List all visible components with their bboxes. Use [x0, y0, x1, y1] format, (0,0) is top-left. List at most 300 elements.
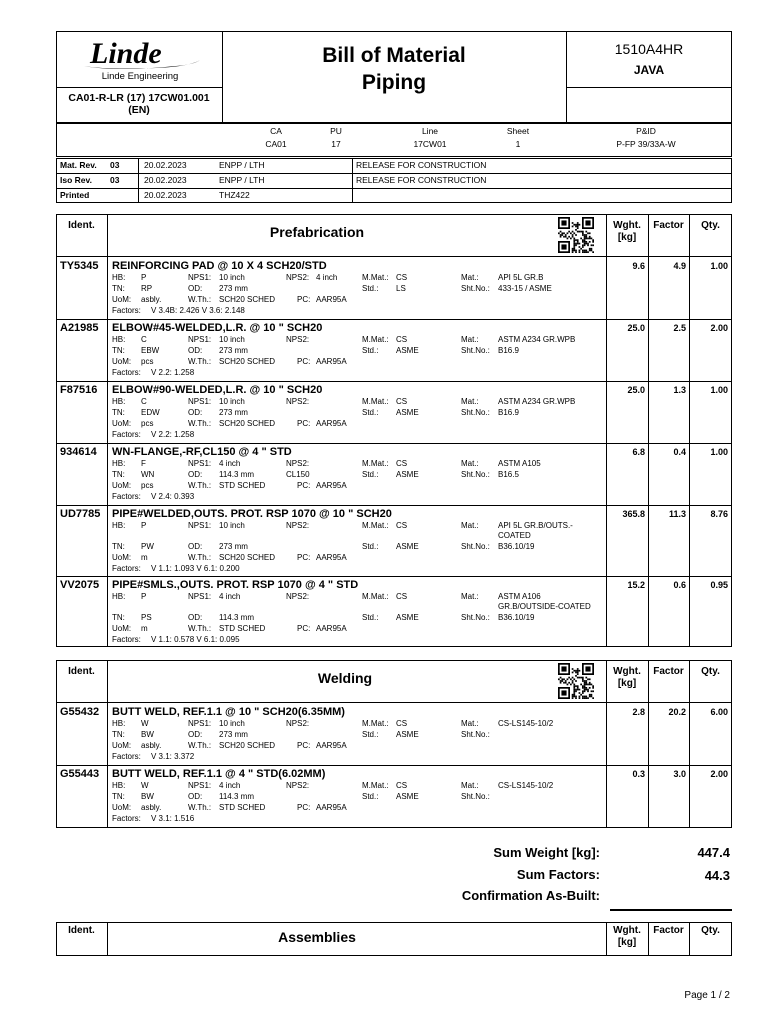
uom-value: pcs	[141, 481, 154, 490]
revision-text: RELEASE FOR CONSTRUCTION	[356, 175, 487, 185]
project-name: JAVA	[633, 63, 665, 77]
item-factor: 20.2	[668, 707, 686, 717]
item-ident: 934614	[60, 446, 97, 458]
row-divider	[56, 381, 732, 382]
divider	[56, 87, 222, 88]
wth-label: W.Th.:	[188, 357, 212, 366]
std-value: ASME	[396, 346, 419, 355]
item-ident: F87516	[60, 384, 98, 396]
meta-value: P-FP 39/33A-W	[616, 139, 676, 149]
item-qty: 8.76	[710, 509, 728, 519]
uom-label: UoM:	[112, 419, 132, 428]
revision-date: 20.02.2023	[144, 190, 187, 200]
revision-rev: 03	[110, 160, 120, 170]
item-weight: 6.8	[632, 447, 645, 457]
tn-value: EDW	[141, 408, 160, 417]
pc-label: PC:	[297, 481, 311, 490]
meta-label: CA	[270, 126, 282, 136]
pc-label: PC:	[297, 419, 311, 428]
std-value: ASME	[396, 613, 419, 622]
std-label: Std.:	[362, 792, 379, 801]
meta-value: 17CW01	[413, 139, 447, 149]
revision-by: ENPP / LTH	[219, 175, 265, 185]
revision-label: Mat. Rev.	[60, 160, 97, 170]
hb-value: C	[141, 397, 147, 406]
nps1-value: 10 inch	[219, 273, 245, 282]
welding-qty-header: Qty.	[701, 666, 720, 677]
mat-value-cont: COATED	[498, 531, 531, 540]
row-divider	[56, 576, 732, 577]
wth-label: W.Th.:	[188, 624, 212, 633]
tn-label: TN:	[112, 346, 125, 355]
shtno-label: Sht.No.:	[461, 346, 490, 355]
item-ident: TY5345	[60, 260, 99, 272]
meta-value: 17	[331, 139, 341, 149]
wth-value: SCH20 SCHED	[219, 295, 276, 304]
mmat-label: M.Mat.:	[362, 719, 389, 728]
item-ident: VV2075	[60, 579, 100, 591]
mmat-value: CS	[396, 521, 408, 530]
factors-label: Factors:	[112, 368, 141, 377]
mat-value: CS-LS145-10/2	[498, 781, 554, 790]
item-description: PIPE#SMLS.,OUTS. PROT. RSP 1070 @ 4 " STD	[112, 579, 359, 591]
hb-value: P	[141, 592, 147, 601]
uom-label: UoM:	[112, 357, 132, 366]
hb-value: P	[141, 273, 147, 282]
extra-value: CL150	[286, 470, 310, 479]
od-value: 114.3 mm	[219, 613, 254, 622]
mmat-label: M.Mat.:	[362, 521, 389, 530]
pc-label: PC:	[297, 295, 311, 304]
wth-label: W.Th.:	[188, 295, 212, 304]
mmat-label: M.Mat.:	[362, 397, 389, 406]
page-subtitle: Piping	[361, 71, 427, 94]
drawing-reference: CA01-R-LR (17) 17CW01.001 (EN)	[68, 92, 210, 116]
mmat-value: CS	[396, 592, 408, 601]
factors-value: V 3.4B: 2.426 V 3.6: 2.148	[151, 306, 245, 315]
tn-label: TN:	[112, 613, 125, 622]
factors-value: V 1.1: 1.093 V 6.1: 0.200	[151, 564, 240, 573]
od-value: 273 mm	[219, 542, 248, 551]
item-ident: UD7785	[60, 508, 101, 520]
nps1-value: 4 inch	[219, 592, 241, 601]
std-label: Std.:	[362, 470, 379, 479]
od-label: OD:	[188, 470, 203, 479]
item-qty: 1.00	[710, 385, 728, 395]
wth-label: W.Th.:	[188, 803, 212, 812]
uom-label: UoM:	[112, 803, 132, 812]
item-description: WN-FLANGE,-RF,CL150 @ 4 " STD	[112, 446, 292, 458]
revision-label: Iso Rev.	[60, 175, 92, 185]
factors-label: Factors:	[112, 430, 141, 439]
qr-code-icon	[558, 217, 594, 253]
item-qty: 2.00	[710, 769, 728, 779]
assemblies-weight-header: Wght. [kg]	[613, 925, 641, 948]
mmat-label: M.Mat.:	[362, 273, 389, 282]
tn-value: WN	[141, 470, 155, 479]
std-value: ASME	[396, 730, 419, 739]
factors-label: Factors:	[112, 492, 141, 501]
mmat-value: CS	[396, 781, 408, 790]
wth-value: SCH20 SCHED	[219, 553, 276, 562]
factors-label: Factors:	[112, 814, 141, 823]
mat-value: ASTM A106	[498, 592, 541, 601]
hb-label: HB:	[112, 521, 126, 530]
svg-text:Linde: Linde	[90, 37, 162, 70]
std-label: Std.:	[362, 542, 379, 551]
prefab-qty-header: Qty.	[701, 220, 720, 231]
od-label: OD:	[188, 613, 203, 622]
nps1-label: NPS1:	[188, 521, 212, 530]
pc-value: AAR95A	[316, 624, 347, 633]
item-factor: 11.3	[668, 509, 686, 519]
revision-text: RELEASE FOR CONSTRUCTION	[356, 160, 487, 170]
confirmation-label: Confirmation As-Built:	[461, 888, 600, 903]
shtno-value: B16.9	[498, 346, 519, 355]
mat-value: ASTM A105	[498, 459, 541, 468]
tn-label: TN:	[112, 284, 125, 293]
tn-label: TN:	[112, 730, 125, 739]
revision-by: THZ422	[219, 190, 250, 200]
mat-value: API 5L GR.B/OUTS.-	[498, 521, 573, 530]
std-value: ASME	[396, 470, 419, 479]
shtno-label: Sht.No.:	[461, 470, 490, 479]
item-factor: 0.4	[673, 447, 686, 457]
mat-value: ASTM A234 GR.WPB	[498, 397, 576, 406]
shtno-label: Sht.No.:	[461, 613, 490, 622]
std-value: ASME	[396, 542, 419, 551]
uom-value: asbly.	[141, 741, 162, 750]
nps1-label: NPS1:	[188, 781, 212, 790]
nps1-value: 4 inch	[219, 781, 241, 790]
hb-label: HB:	[112, 459, 126, 468]
mmat-label: M.Mat.:	[362, 592, 389, 601]
wth-value: SCH20 SCHED	[219, 419, 276, 428]
tn-label: TN:	[112, 408, 125, 417]
factors-label: Factors:	[112, 564, 141, 573]
uom-value: asbly.	[141, 295, 162, 304]
revision-date: 20.02.2023	[144, 175, 187, 185]
division-label: Linde Engineering	[101, 71, 179, 82]
meta-label: PU	[330, 126, 342, 136]
hb-value: W	[141, 781, 149, 790]
meta-label: Line	[421, 126, 439, 136]
item-description: ELBOW#90-WELDED,L.R. @ 10 " SCH20	[112, 384, 323, 396]
meta-value: CA01	[265, 139, 287, 149]
prefab-factor-header: Factor	[653, 220, 684, 231]
uom-label: UoM:	[112, 481, 132, 490]
mat-label: Mat.:	[461, 273, 479, 282]
od-value: 273 mm	[219, 284, 248, 293]
shtno-value: B16.9	[498, 408, 519, 417]
nps1-label: NPS1:	[188, 397, 212, 406]
nps1-label: NPS1:	[188, 273, 212, 282]
factors-value: V 2.4: 0.393	[151, 492, 195, 501]
prefabrication-title: Prefabrication	[269, 224, 365, 240]
nps1-value: 10 inch	[219, 335, 245, 344]
pc-value: AAR95A	[316, 295, 347, 304]
tn-value: PW	[141, 542, 154, 551]
page-number: Page 1 / 2	[684, 990, 730, 1001]
hb-label: HB:	[112, 273, 126, 282]
mat-label: Mat.:	[461, 459, 479, 468]
mat-value: API 5L GR.B	[498, 273, 544, 282]
item-qty: 6.00	[710, 707, 728, 717]
nps1-value: 4 inch	[219, 459, 241, 468]
item-qty: 1.00	[710, 447, 728, 457]
mat-label: Mat.:	[461, 781, 479, 790]
linde-logo	[76, 36, 206, 72]
confirmation-signature-line	[610, 909, 732, 911]
assemblies-ident-header: Ident.	[68, 925, 95, 936]
od-label: OD:	[188, 408, 203, 417]
nps2-label: NPS2:	[286, 521, 310, 530]
meta-label: P&ID	[636, 126, 656, 136]
mmat-value: CS	[396, 335, 408, 344]
wth-label: W.Th.:	[188, 553, 212, 562]
od-label: OD:	[188, 346, 203, 355]
hb-label: HB:	[112, 781, 126, 790]
divider	[566, 87, 732, 88]
sum-factors-value: 44.3	[704, 868, 730, 883]
std-label: Std.:	[362, 346, 379, 355]
wth-value: SCH20 SCHED	[219, 741, 276, 750]
shtno-label: Sht.No.:	[461, 408, 490, 417]
factors-value: V 2.2: 1.258	[151, 368, 195, 377]
qr-code-icon	[558, 663, 594, 699]
nps2-label: NPS2:	[286, 335, 310, 344]
wth-label: W.Th.:	[188, 481, 212, 490]
mat-value: CS-LS145-10/2	[498, 719, 554, 728]
document-code: 1510A4HR	[614, 41, 684, 57]
shtno-value: B16.5	[498, 470, 519, 479]
shtno-value: B36.10/19	[498, 542, 535, 551]
item-description: BUTT WELD, REF.1.1 @ 10 " SCH20(6.35MM)	[112, 706, 345, 718]
tn-label: TN:	[112, 470, 125, 479]
item-weight: 2.8	[632, 707, 645, 717]
wth-label: W.Th.:	[188, 419, 212, 428]
tn-value: RP	[141, 284, 153, 293]
wth-value: STD SCHED	[219, 481, 266, 490]
shtno-label: Sht.No.:	[461, 730, 490, 739]
factors-value: V 3.1: 3.372	[151, 752, 195, 761]
mmat-label: M.Mat.:	[362, 335, 389, 344]
mat-label: Mat.:	[461, 335, 479, 344]
revision-by: ENPP / LTH	[219, 160, 265, 170]
item-description: REINFORCING PAD @ 10 X 4 SCH20/STD	[112, 260, 327, 272]
nps2-label: NPS2:	[286, 719, 310, 728]
item-qty: 0.95	[710, 580, 728, 590]
item-ident: G55432	[60, 706, 100, 718]
divider	[689, 660, 690, 828]
pc-label: PC:	[297, 624, 311, 633]
mmat-value: CS	[396, 719, 408, 728]
od-label: OD:	[188, 792, 203, 801]
mat-label: Mat.:	[461, 592, 479, 601]
hb-label: HB:	[112, 335, 126, 344]
item-weight: 0.3	[632, 769, 645, 779]
pc-value: AAR95A	[316, 357, 347, 366]
assemblies-qty-header: Qty.	[701, 925, 720, 936]
mmat-label: M.Mat.:	[362, 781, 389, 790]
pc-value: AAR95A	[316, 741, 347, 750]
prefab-weight-header: Wght. [kg]	[613, 220, 641, 243]
assemblies-title: Assemblies	[278, 929, 356, 945]
nps2-label: NPS2:	[286, 397, 310, 406]
divider	[56, 256, 732, 257]
uom-value: m	[141, 624, 148, 633]
hb-label: HB:	[112, 592, 126, 601]
hb-label: HB:	[112, 397, 126, 406]
pc-label: PC:	[297, 553, 311, 562]
uom-label: UoM:	[112, 624, 132, 633]
assemblies-factor-header: Factor	[653, 925, 684, 936]
od-label: OD:	[188, 284, 203, 293]
row-divider	[56, 765, 732, 766]
tn-label: TN:	[112, 792, 125, 801]
hb-value: P	[141, 521, 147, 530]
divider	[56, 702, 732, 703]
item-weight: 9.6	[632, 261, 645, 271]
hb-value: W	[141, 719, 149, 728]
od-label: OD:	[188, 542, 203, 551]
hb-value: C	[141, 335, 147, 344]
nps2-label: NPS2:	[286, 781, 310, 790]
item-ident: G55443	[60, 768, 100, 780]
welding-title: Welding	[317, 670, 373, 686]
item-qty: 1.00	[710, 261, 728, 271]
pc-value: AAR95A	[316, 803, 347, 812]
factors-value: V 2.2: 1.258	[151, 430, 195, 439]
shtno-label: Sht.No.:	[461, 542, 490, 551]
row-divider	[56, 505, 732, 506]
pc-value: AAR95A	[316, 481, 347, 490]
item-factor: 4.9	[673, 261, 686, 271]
welding-ident-header: Ident.	[68, 666, 95, 677]
welding-factor-header: Factor	[653, 666, 684, 677]
nps1-value: 10 inch	[219, 397, 245, 406]
uom-label: UoM:	[112, 295, 132, 304]
meta-label: Sheet	[506, 126, 530, 136]
nps2-label: NPS2:	[286, 273, 310, 282]
hb-label: HB:	[112, 719, 126, 728]
nps2-label: NPS2:	[286, 459, 310, 468]
std-value: ASME	[396, 408, 419, 417]
wth-value: SCH20 SCHED	[219, 357, 276, 366]
nps1-label: NPS1:	[188, 719, 212, 728]
tn-value: BW	[141, 730, 154, 739]
nps2-value: 4 inch	[316, 273, 338, 282]
hb-value: F	[141, 459, 146, 468]
prefab-ident-header: Ident.	[68, 220, 95, 231]
item-factor: 3.0	[673, 769, 686, 779]
item-weight: 25.0	[627, 385, 645, 395]
factors-label: Factors:	[112, 752, 141, 761]
revision-label: Printed	[60, 190, 90, 200]
od-value: 273 mm	[219, 408, 248, 417]
nps2-label: NPS2:	[286, 592, 310, 601]
uom-label: UoM:	[112, 741, 132, 750]
std-label: Std.:	[362, 613, 379, 622]
mat-label: Mat.:	[461, 397, 479, 406]
nps1-value: 10 inch	[219, 719, 245, 728]
pc-label: PC:	[297, 357, 311, 366]
std-value: ASME	[396, 792, 419, 801]
nps1-label: NPS1:	[188, 592, 212, 601]
item-weight: 365.8	[622, 509, 645, 519]
row-divider	[56, 443, 732, 444]
nps1-label: NPS1:	[188, 459, 212, 468]
divider	[56, 173, 732, 174]
pc-value: AAR95A	[316, 419, 347, 428]
od-value: 273 mm	[219, 730, 248, 739]
uom-value: asbly.	[141, 803, 162, 812]
uom-value: pcs	[141, 419, 154, 428]
wth-value: STD SCHED	[219, 624, 266, 633]
meta-value: 1	[515, 139, 521, 149]
std-value: LS	[396, 284, 406, 293]
uom-value: pcs	[141, 357, 154, 366]
shtno-value: 433-15 / ASME	[498, 284, 552, 293]
mmat-value: CS	[396, 273, 408, 282]
mat-value: ASTM A234 GR.WPB	[498, 335, 576, 344]
item-weight: 15.2	[627, 580, 645, 590]
divider	[648, 660, 649, 828]
od-value: 114.3 mm	[219, 470, 254, 479]
shtno-label: Sht.No.:	[461, 284, 490, 293]
item-qty: 2.00	[710, 323, 728, 333]
row-divider	[56, 319, 732, 320]
revision-date: 20.02.2023	[144, 160, 187, 170]
std-label: Std.:	[362, 408, 379, 417]
tn-value: EBW	[141, 346, 160, 355]
pc-label: PC:	[297, 803, 311, 812]
factors-label: Factors:	[112, 635, 141, 644]
mat-label: Mat.:	[461, 719, 479, 728]
od-value: 114.3 mm	[219, 792, 254, 801]
factors-value: V 1.1: 0.578 V 6.1: 0.095	[151, 635, 240, 644]
item-factor: 2.5	[673, 323, 686, 333]
wth-value: STD SCHED	[219, 803, 266, 812]
wth-label: W.Th.:	[188, 741, 212, 750]
item-factor: 0.6	[673, 580, 686, 590]
mat-value-cont: GR.B/OUTSIDE-COATED	[498, 602, 591, 611]
divider	[56, 188, 732, 189]
nps1-value: 10 inch	[219, 521, 245, 530]
welding-weight-header: Wght. [kg]	[613, 666, 641, 689]
uom-value: m	[141, 553, 148, 562]
divider	[352, 158, 353, 203]
factors-label: Factors:	[112, 306, 141, 315]
tn-value: PS	[141, 613, 152, 622]
page-title: Bill of Material	[322, 44, 466, 67]
sum-factors-label: Sum Factors:	[516, 867, 600, 882]
mmat-value: CS	[396, 459, 408, 468]
pc-value: AAR95A	[316, 553, 347, 562]
sum-weight-label: Sum Weight [kg]:	[493, 845, 600, 860]
tn-value: BW	[141, 792, 154, 801]
item-description: PIPE#WELDED,OUTS. PROT. RSP 1070 @ 10 " SCH20	[112, 508, 392, 520]
mmat-label: M.Mat.:	[362, 459, 389, 468]
mat-label: Mat.:	[461, 521, 479, 530]
item-description: ELBOW#45-WELDED,L.R. @ 10 " SCH20	[112, 322, 323, 334]
uom-label: UoM:	[112, 553, 132, 562]
revision-rev: 03	[110, 175, 120, 185]
item-ident: A21985	[60, 322, 99, 334]
sum-weight-value: 447.4	[697, 845, 730, 860]
shtno-value: B36.10/19	[498, 613, 535, 622]
pc-label: PC:	[297, 741, 311, 750]
